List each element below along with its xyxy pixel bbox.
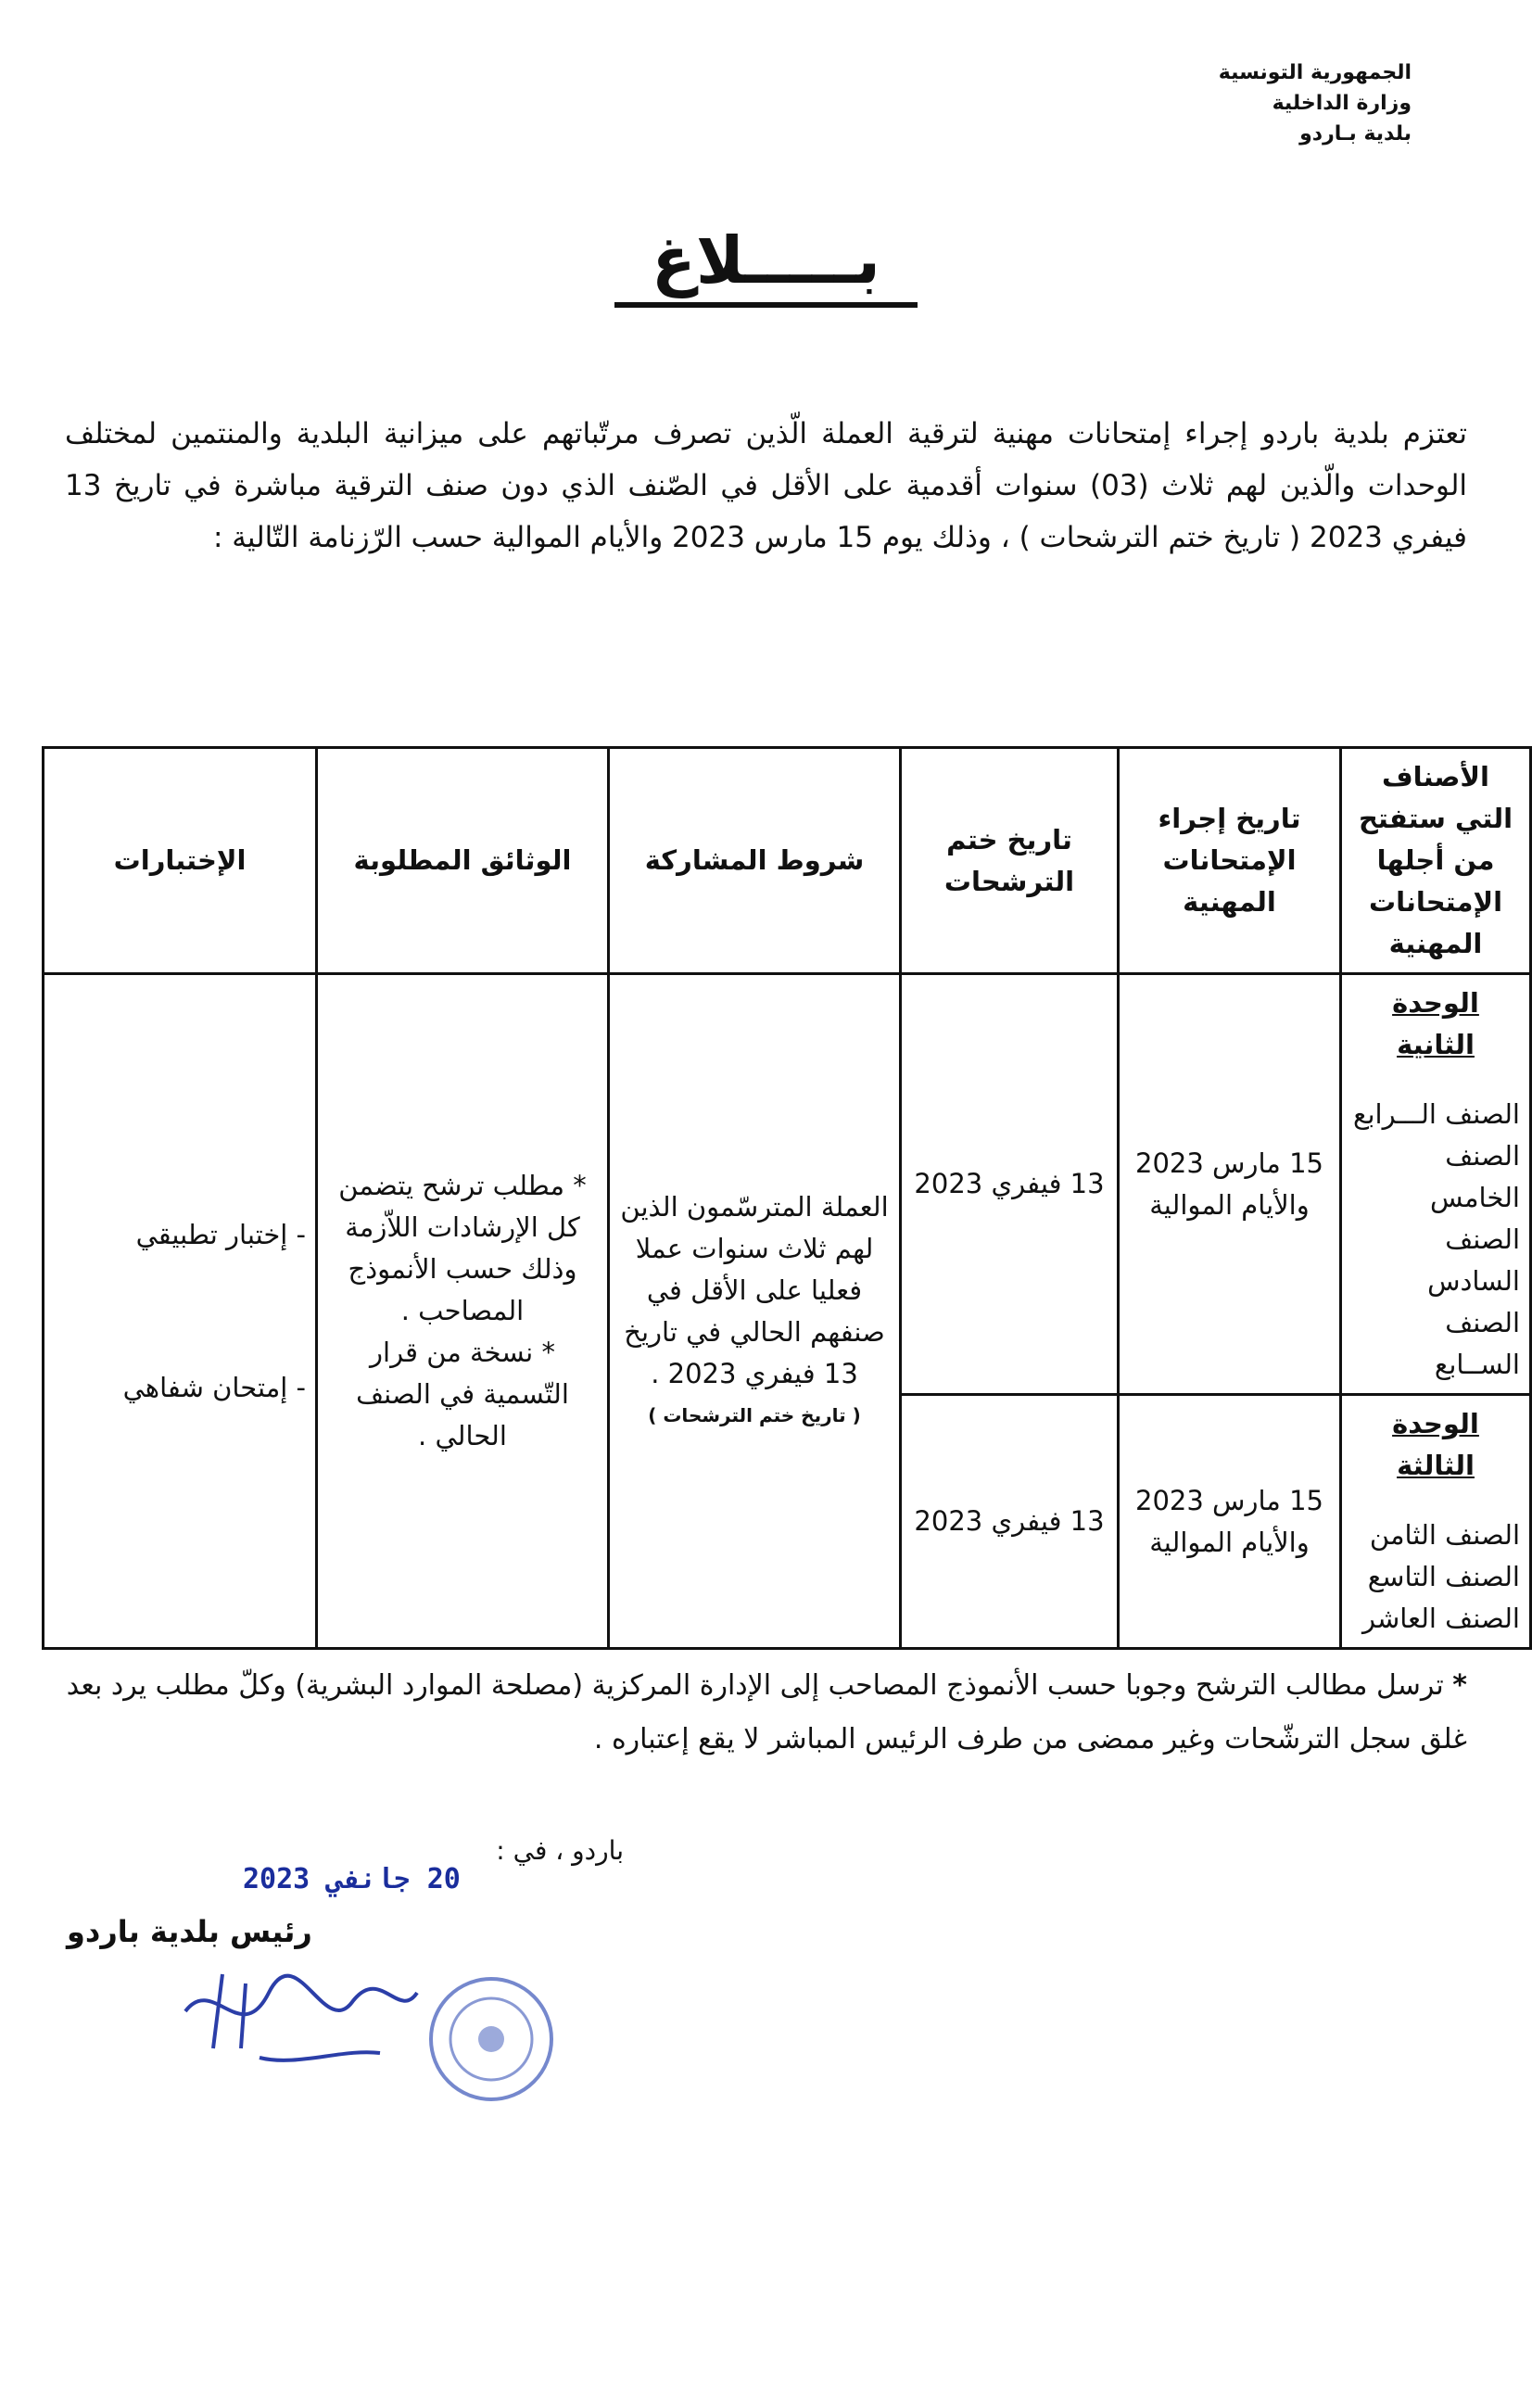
grade-item: الصنف الخامس <box>1430 1140 1520 1213</box>
header-tests: الإختبارات <box>44 748 317 974</box>
note-text: ترسل مطالب الترشح وجوبا حسب الأنموذج المصاحب إلى الإدارة المركزية (مصلحة الموارد البشرية) وكلّ مطلب يرد بعد غلق سجل الترشّحات وغير ممضى من طرف الرئيس المباشر لا يقع إعتباره . <box>66 1669 1467 1755</box>
document-title: بـــــلاغ <box>0 222 1532 308</box>
document-item: * مطلب ترشح يتضمن كل الإرشادات اللاّزمة وذلك حسب الأنموذج المصاحب . <box>338 1170 587 1326</box>
submission-note <box>65 1659 1467 1767</box>
header-exam-date: تاريخ إجراء الإمتحانات المهنية <box>1119 748 1341 974</box>
official-seal <box>417 1970 565 2109</box>
letterhead <box>1219 57 1412 149</box>
unit3-grades <box>1341 1395 1531 1649</box>
conditions-note: ( تاريخ ختم الترشحات ) <box>648 1403 861 1426</box>
unit3-title: الوحدة الثالثة <box>1392 1408 1479 1481</box>
header-conditions: شروط المشاركة <box>609 748 901 974</box>
unit2-grades <box>1341 974 1531 1395</box>
date-stamp: 20 جانفي 2023 <box>243 1863 461 1895</box>
unit2-deadline: 13 فيفري 2023 <box>901 974 1119 1395</box>
letterhead-ministry: وزارة الداخلية <box>1272 92 1412 115</box>
header-deadline: تاريخ ختم الترشحات <box>901 748 1119 974</box>
documents-cell <box>317 974 609 1649</box>
place-date-label: باردو ، في : <box>496 1835 624 1866</box>
grade-item: الصنف العاشر <box>1361 1603 1520 1634</box>
signature-scribble <box>158 1956 436 2076</box>
note-star: * <box>1452 1669 1467 1702</box>
tests-cell <box>44 974 317 1649</box>
header-documents: الوثائق المطلوبة <box>317 748 609 974</box>
document-item: * نسخة من قرار التّسمية في الصنف الحالي . <box>356 1337 569 1451</box>
grade-item: الصنف السادس <box>1427 1223 1520 1297</box>
unit3-exam-date: 15 مارس 2023 والأيام الموالية <box>1119 1395 1341 1649</box>
grade-item: الصنف الـــرابع <box>1353 1098 1520 1130</box>
signer-title: رئيس بلدية باردو <box>67 1914 312 1949</box>
test-item: - إختبار تطبيقي <box>135 1218 306 1250</box>
table-row <box>44 974 1531 1395</box>
grade-item: الصنف الســابع <box>1434 1307 1520 1380</box>
letterhead-republic: الجمهورية التونسية <box>1218 61 1412 84</box>
letterhead-municipality: بلدية بـاردو <box>1299 122 1412 146</box>
conditions-cell <box>609 974 901 1649</box>
unit2-exam-date: 15 مارس 2023 والأيام الموالية <box>1119 974 1341 1395</box>
exam-schedule-table <box>42 746 1532 1650</box>
unit2-title: الوحدة الثانية <box>1392 987 1479 1060</box>
unit3-deadline: 13 فيفري 2023 <box>901 1395 1119 1649</box>
grade-item: الصنف التاسع <box>1367 1561 1520 1592</box>
grade-item: الصنف الثامن <box>1369 1519 1520 1551</box>
intro-paragraph: تعتزم بلدية باردو إجراء إمتحانات مهنية لترقية العملة الّذين تصرف مرتّباتهم على ميزانية البلدية والمنتمين لمختلف الوحدات والّذين لهم ثلاث (03) سنوات أقدمية على الأقل في الصّنف الذي دون صنف الترقية مباشرة في تاريخ 13 فيفري 2023 ( تاريخ ختم الترشحات ) ، وذلك يوم 15 مارس 2023 والأيام الموالية حسب الرّزنامة التّالية : <box>65 417 1467 554</box>
table-header-row <box>44 748 1531 974</box>
test-item: - إمتحان شفاهي <box>122 1371 306 1403</box>
conditions-text: العملة المترسّمون الذين لهم ثلاث سنوات عملا فعليا على الأقل في صنفهم الحالي في تاريخ 13 فيفري 2023 . <box>620 1190 889 1389</box>
header-grades: الأصناف التي ستفتح من أجلها الإمتحانات المهنية <box>1341 748 1531 974</box>
